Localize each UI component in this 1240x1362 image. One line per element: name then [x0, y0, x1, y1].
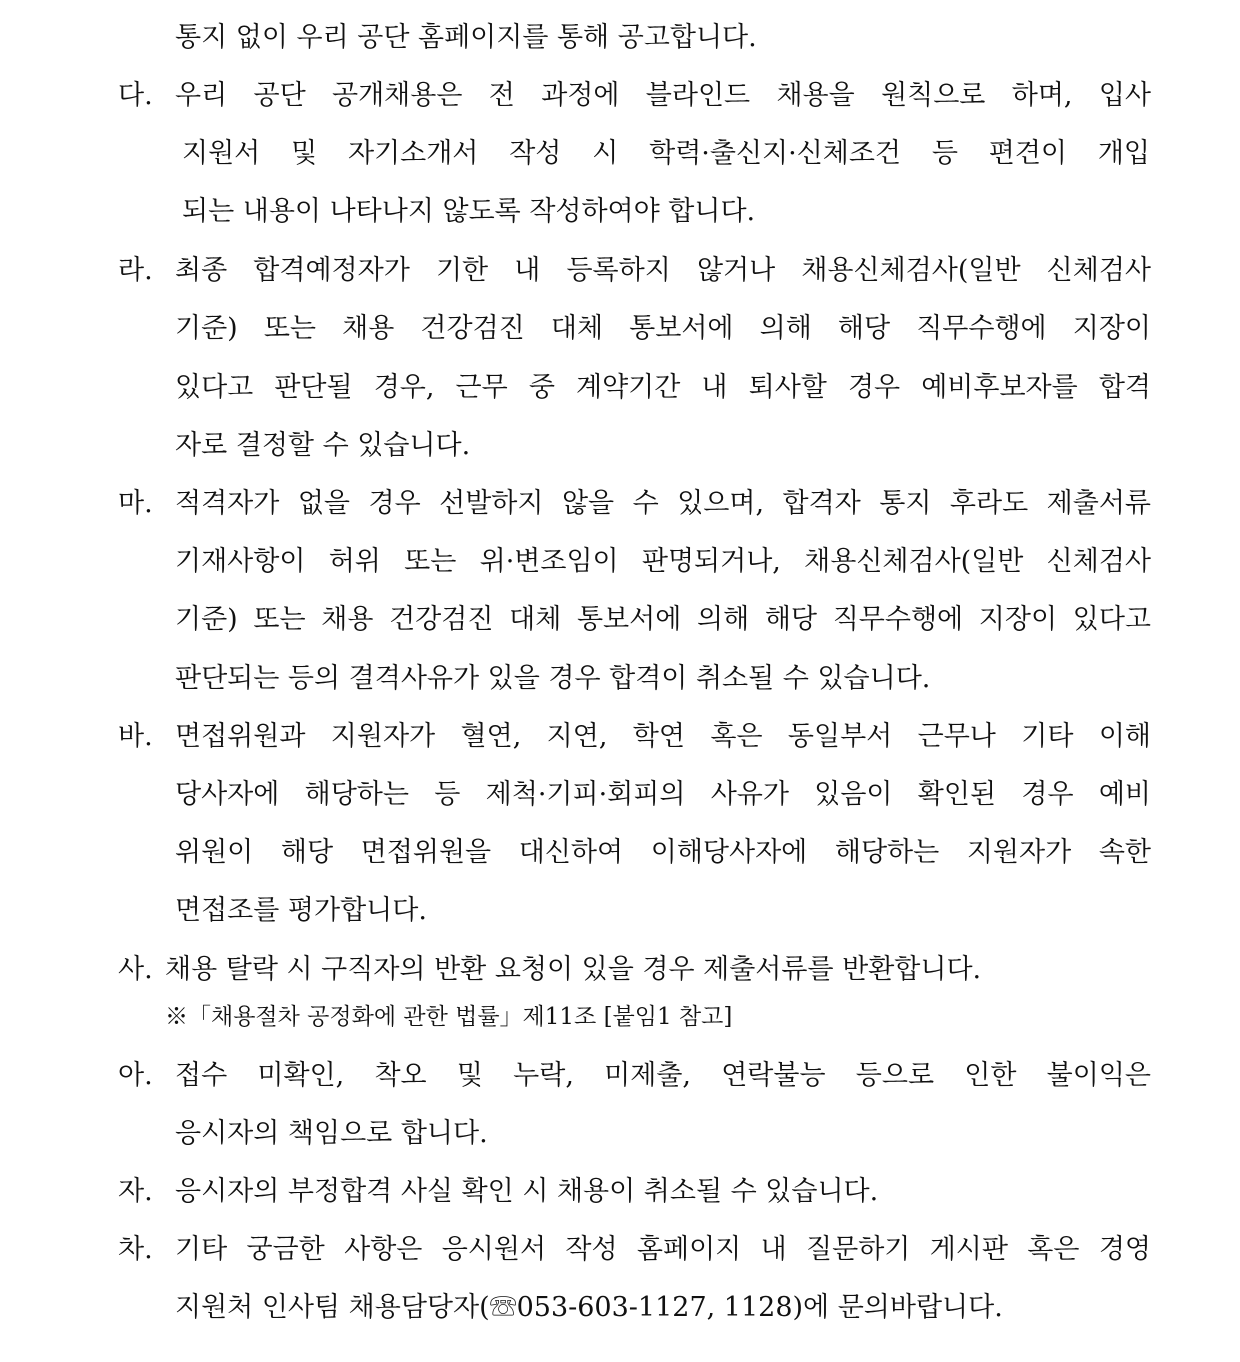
item-marker-ra: 라. — [118, 255, 153, 286]
item-ma-line-2: 기재사항이 허위 또는 위·변조임이 판명되거나, 채용신체검사(일반 신체검사 — [175, 546, 1151, 577]
item-ra-line-4: 자로 결정할 수 있습니다. — [175, 430, 471, 461]
item-marker-da: 다. — [118, 80, 153, 111]
item-marker-cha: 차. — [118, 1234, 153, 1265]
item-ra-line-3: 있다고 판단될 경우, 근무 중 계약기간 내 퇴사할 경우 예비후보자를 합격 — [175, 372, 1151, 403]
item-cha-line-2: 지원처 인사팀 채용담당자(☏053-603-1127, 1128)에 문의바랍니다. — [175, 1292, 1003, 1323]
item-marker-sa: 사. — [118, 954, 153, 985]
item-ma-line-3: 기준) 또는 채용 건강검진 대체 통보서에 의해 해당 직무수행에 지장이 있다고 — [175, 604, 1151, 635]
item-ba-line-2: 당사자에 해당하는 등 제척·기피·회피의 사유가 있음이 확인된 경우 예비 — [175, 779, 1151, 810]
item-cha-line-1: 기타 궁금한 사항은 응시원서 작성 홈페이지 내 질문하기 게시판 혹은 경영 — [175, 1234, 1151, 1265]
item-da-line-1: 우리 공단 공개채용은 전 과정에 블라인드 채용을 원칙으로 하며, 입사 — [175, 80, 1151, 111]
law-reference-note: ※「채용절차 공정화에 관한 법률」제11조 [붙임1 참고] — [165, 1004, 733, 1030]
item-marker-ba: 바. — [118, 721, 153, 752]
continuation-line: 통지 없이 우리 공단 홈페이지를 통해 공고합니다. — [175, 22, 757, 53]
item-marker-ma: 마. — [118, 488, 153, 519]
item-ba-line-4: 면접조를 평가합니다. — [175, 895, 427, 926]
item-ra-line-2: 기준) 또는 채용 건강검진 대체 통보서에 의해 해당 직무수행에 지장이 — [175, 313, 1151, 344]
item-ra-line-1: 최종 합격예정자가 기한 내 등록하지 않거나 채용신체검사(일반 신체검사 — [175, 255, 1151, 286]
item-sa-line-1: 채용 탈락 시 구직자의 반환 요청이 있을 경우 제출서류를 반환합니다. — [165, 954, 982, 985]
item-marker-a: 아. — [118, 1060, 153, 1091]
item-a-line-1: 접수 미확인, 착오 및 누락, 미제출, 연락불능 등으로 인한 불이익은 — [175, 1060, 1151, 1091]
item-da-line-3: 되는 내용이 나타나지 않도록 작성하여야 합니다. — [182, 196, 756, 227]
item-marker-ja: 자. — [118, 1176, 153, 1207]
item-da-line-2: 지원서 및 자기소개서 작성 시 학력·출신지·신체조건 등 편견이 개입 — [182, 138, 1150, 169]
item-a-line-2: 응시자의 책임으로 합니다. — [175, 1118, 488, 1149]
item-ma-line-1: 적격자가 없을 경우 선발하지 않을 수 있으며, 합격자 통지 후라도 제출서류 — [175, 488, 1151, 519]
item-ma-line-4: 판단되는 등의 결격사유가 있을 경우 합격이 취소될 수 있습니다. — [175, 663, 931, 694]
item-ba-line-1: 면접위원과 지원자가 혈연, 지연, 학연 혹은 동일부서 근무나 기타 이해 — [175, 721, 1151, 752]
item-ba-line-3: 위원이 해당 면접위원을 대신하여 이해당사자에 해당하는 지원자가 속한 — [175, 837, 1151, 868]
item-ja-line-1: 응시자의 부정합격 사실 확인 시 채용이 취소될 수 있습니다. — [175, 1176, 879, 1207]
